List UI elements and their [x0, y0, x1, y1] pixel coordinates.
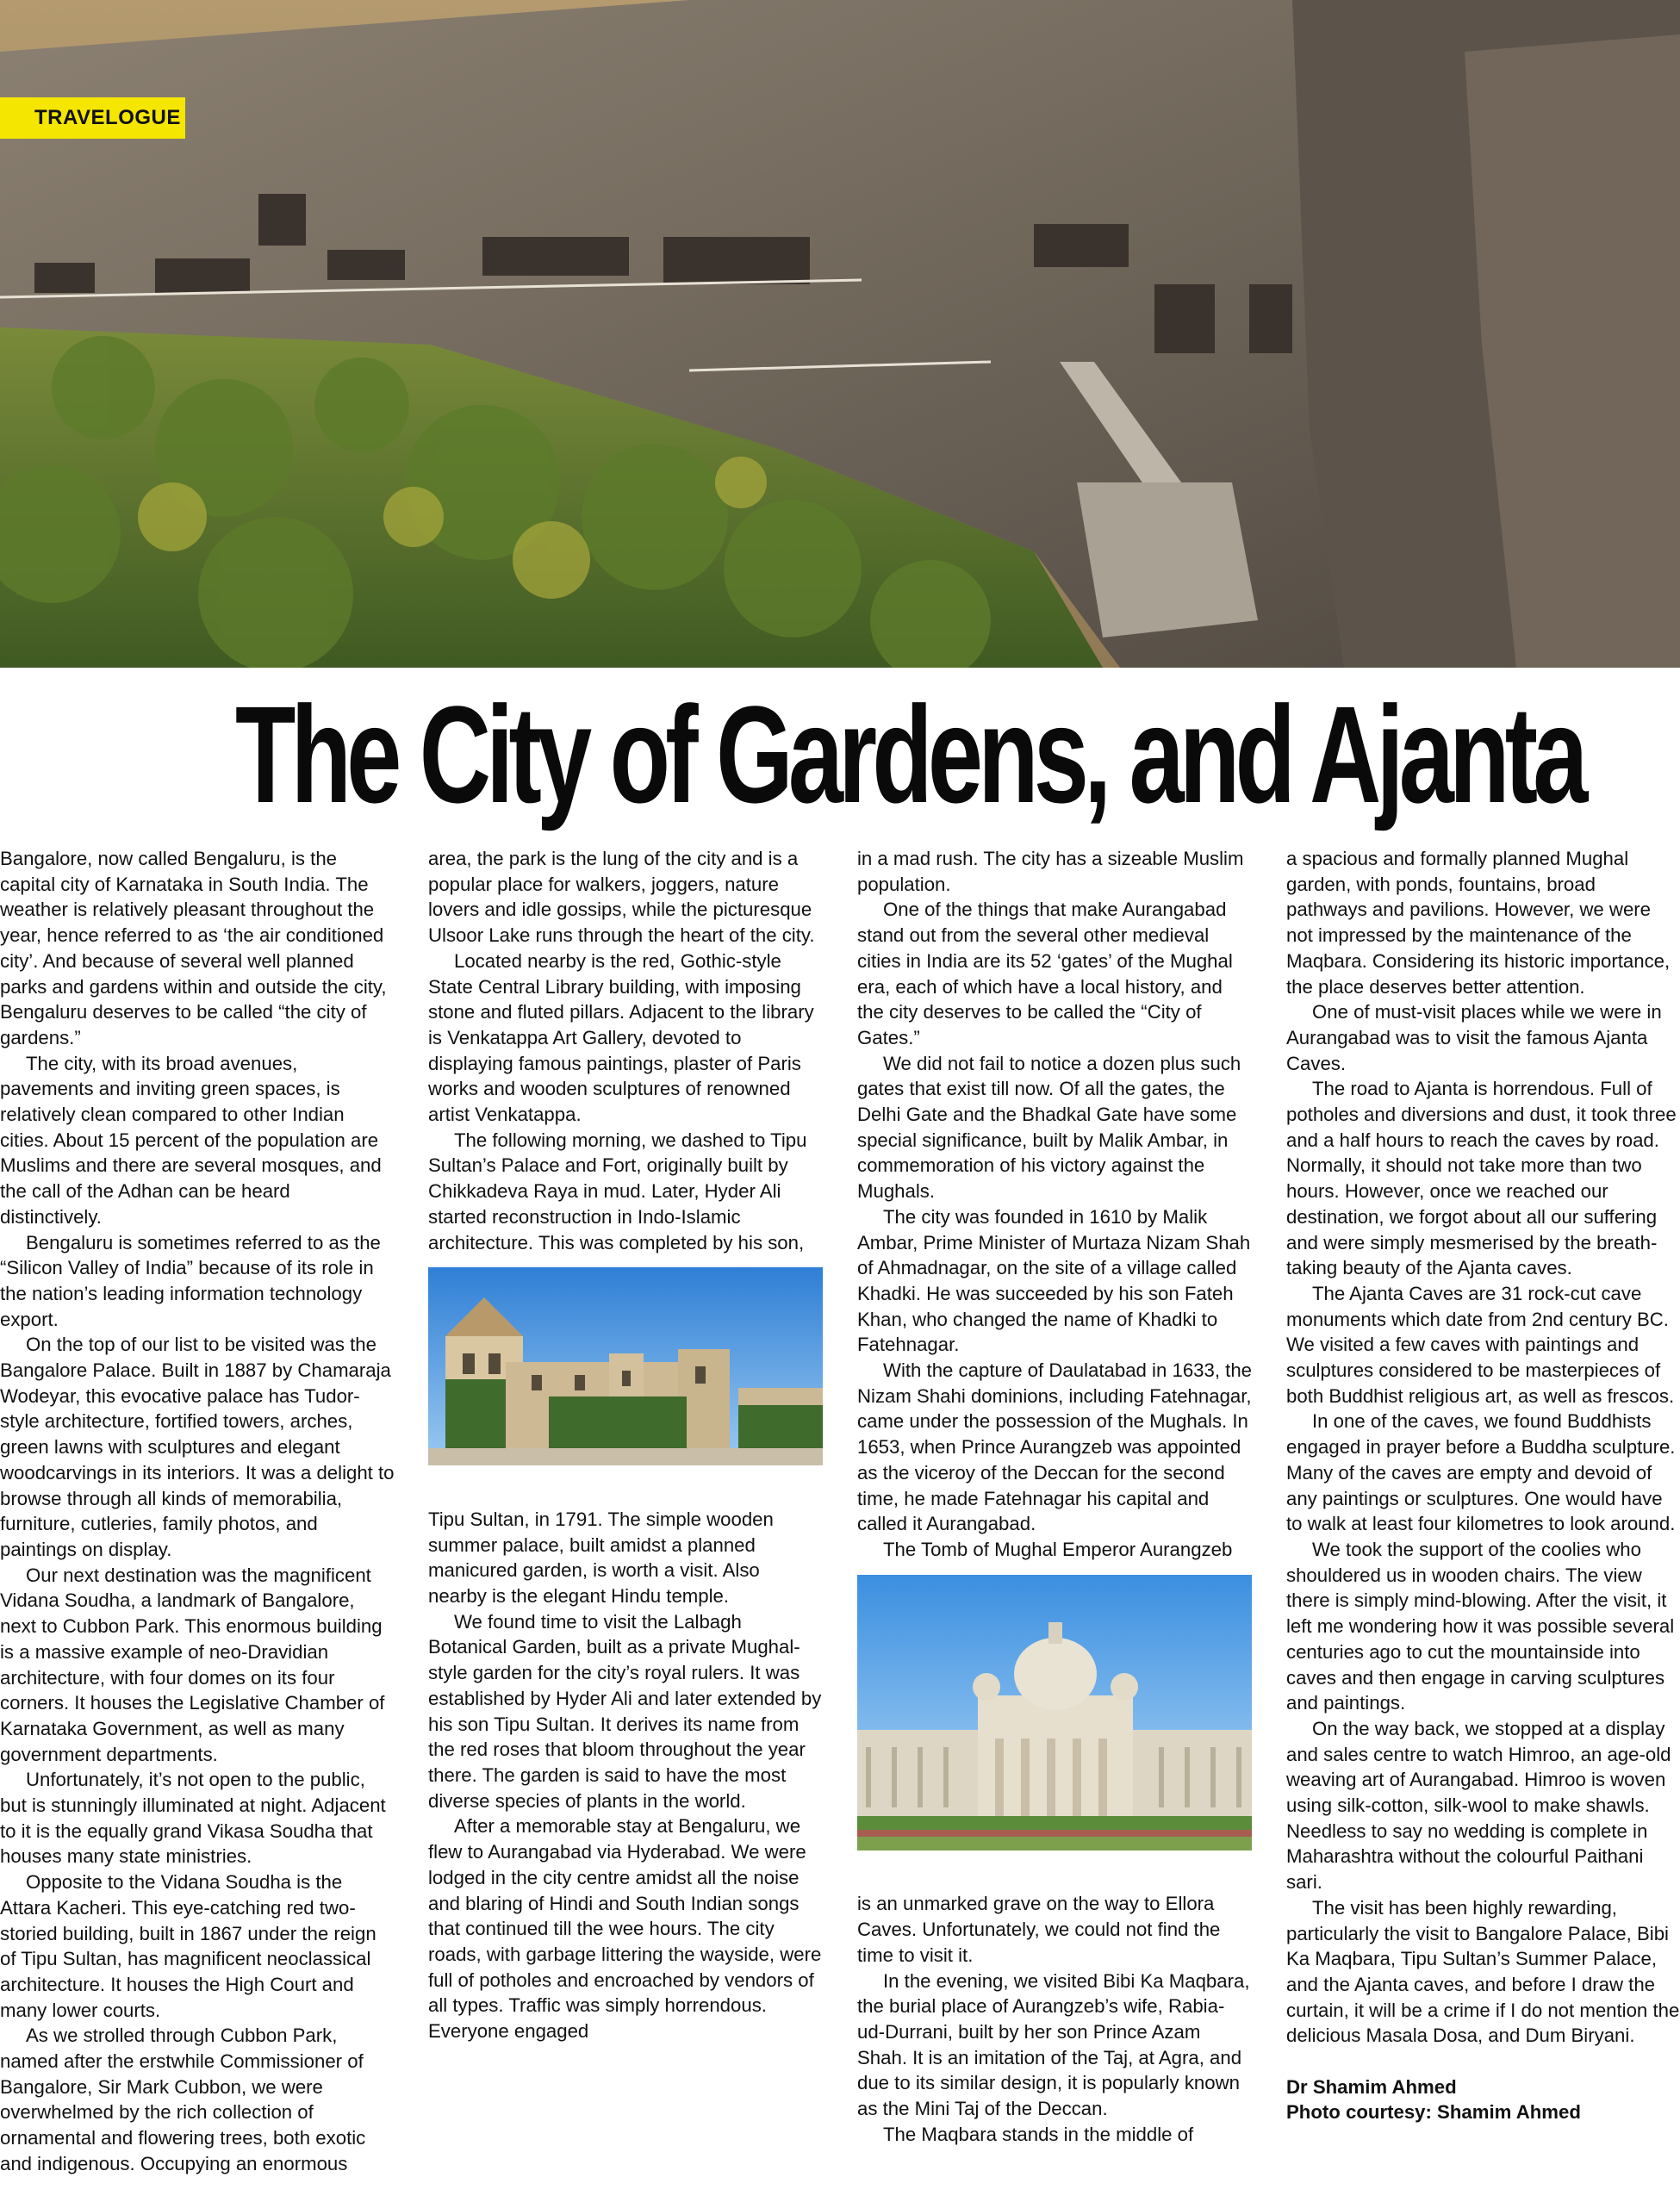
paragraph: The Tomb of Mughal Emperor Aurangzeb [883, 1538, 1233, 1560]
vidhana-soudha-photo [857, 1575, 1252, 1857]
paragraph: The visit has been highly rewarding, particularly the visit to Bangalore Palace, Bibi Ka Maqbara, Tipu Sultan’s Summer Palace, and the Ajanta caves, and before I draw the curtain, it will be a crime if I do not mention the delicious Masala Dosa, and Dum Biryani. [1286, 1896, 1680, 2047]
paragraph: One of must-visit places while we were in Aurangabad was to visit the famous Ajanta Caves. [1286, 1001, 1662, 1074]
paragraph: We did not fail to notice a dozen plus such gates that exist till now. Of all the gates, the Delhi Gate and the Bhadkal Gate have some special significance, built by Malik Ambar, in commemoration of his victory against the Mughals. [857, 1052, 1241, 1203]
paragraph: in a mad rush. The city has a sizeable Muslim population. [857, 848, 1244, 895]
paragraph: The city, with its broad avenues, pavements and inviting green spaces, is relatively clean compared to other Indian cities. About 15 percent of the population are Muslims and there are several mosques, and the call of the Adhan can be heard distinctively. [0, 1052, 382, 1228]
paragraph: area, the park is the lung of the city and is a popular place for walkers, joggers, nature lovers and idle gossips, while the picturesque Ulsoor Lake runs through the heart of the city. [428, 848, 815, 947]
paragraph: The following morning, we dashed to Tipu Sultan’s Palace and Fort, originally built by Chikkadeva Raya in mud. Later, Hyder Ali started reconstruction in Indo-Islamic architecture. This was completed by his son, [428, 1129, 807, 1253]
paragraph: The road to Ajanta is horrendous. Full of potholes and diversions and dust, it took three and a half hours to reach the caves by road. Normally, it should not take more than two hours. However, once we reached our destination, we forgot about all our suffering and were simply mesmerised by the breath-taking beauty of the Ajanta caves. [1286, 1078, 1677, 1279]
photo-credit: Photo courtesy: Shamim Ahmed [1286, 2101, 1581, 2124]
paragraph: The Maqbara stands in the middle of [883, 2123, 1194, 2145]
byline [1286, 2074, 1680, 2124]
author-name: Dr Shamim Ahmed [1286, 2076, 1457, 2099]
paragraph: In the evening, we visited Bibi Ka Maqbara, the burial place of Aurangzeb’s wife, Rabia-ud-Durrani, built by her son Prince Azam Shah. It is an imitation of the Taj, at Agra, and due to its similar design, it is popularly known as the Mini Taj of the Deccan. [857, 1969, 1250, 2120]
paragraph: a spacious and formally planned Mughal garden, with ponds, fountains, broad pathways and pavilions. However, we were not impressed by the maintenance of the Maqbara. Considering its historic importance, the place deserves better attention. [1286, 848, 1671, 998]
article-column-2 [428, 846, 823, 2202]
article-column-3 [857, 846, 1252, 2202]
paragraph: One of the things that make Aurangabad stand out from the several other medieval cities in India are its 52 ‘gates’ of the Mughal era, each of which have a local history, and the city deserves to be called the “City of Gates.” [857, 899, 1233, 1048]
paragraph: On the top of our list to be visited was the Bangalore Palace. Built in 1887 by Chamaraja Wodeyar, this evocative palace has Tudor-style architecture, fortified towers, arches, green lawns with sculptures and elegant woodcarvings in its interiors. It was a delight to browse through all kinds of memorabilia, furniture, cutleries, family photos, and paintings on display. [0, 1334, 395, 1560]
paragraph: As we strolled through Cubbon Park, named after the erstwhile Commissioner of Bangalore, Sir Mark Cubbon, we were overwhelmed by the rich collection of ornamental and flowering trees, both exotic and indigenous. Occupying an enormous [0, 2025, 366, 2174]
paragraph: We found time to visit the Lalbagh Botanical Garden, built as a private Mughal-style garden for the city’s royal rulers. It was established by Hyder Ali and later extended by his son Tipu Sultan. It derives its name from the red roses that bloom throughout the year there. The garden is said to have the most diverse species of plants in the world. [428, 1610, 822, 1812]
palace-image [428, 1267, 823, 1465]
paragraph: After a memorable stay at Bengaluru, we flew to Aurangabad via Hyderabad. We were lodged in the city centre amidst all the noise and blaring of Hindi and South Indian songs that continued till the wee hours. The city roads, with garbage littering the wayside, were full of potholes and encroached by vendors of all types. Traffic was simply horrendous. Everyone engaged [428, 1815, 822, 2043]
section-tag: TRAVELOGUE [0, 97, 185, 139]
paragraph: Opposite to the Vidana Soudha is the Attara Kacheri. This eye-catching red two-storied building, built in 1867 under the reign of Tipu Sultan, has magnificent neoclassical architecture. It houses the High Court and many lower courts. [0, 1871, 376, 2021]
paragraph: Located nearby is the red, Gothic-style State Central Library building, with imposing stone and fluted pillars. Adjacent to the library is Venkatappa Art Gallery, devoted to displaying famous paintings, plaster of Paris works and wooden sculptures of renowned artist Venkatappa. [428, 949, 814, 1126]
paragraph: Tipu Sultan, in 1791. The simple wooden summer palace, built amidst a planned manicured garden, is worth a visit. Also nearby is the elegant Hindu temple. [428, 1508, 774, 1608]
page-title: The City of Gardens, and Ajanta [235, 677, 1584, 831]
paragraph: On the way back, we stopped at a display and sales centre to watch Himroo, an age-old weaving art of Aurangabad. Himroo is woven using silk-cotton, silk-wool to make shawls. Needless to say no wedding is complete in Maharashtra without the colourful Paithani sari. [1286, 1717, 1671, 1894]
article-column-1 [0, 846, 395, 2202]
bangalore-palace-photo [428, 1267, 823, 1472]
paragraph: In one of the caves, we found Buddhists engaged in prayer before a Buddha sculpture. Many of the caves are empty and devoid of any paintings or sculptures. One would have to walk at least four kilometres to look around. [1286, 1410, 1676, 1535]
paragraph: The city was founded in 1610 by Malik Ambar, Prime Minister of Murtaza Nizam Shah of Ahmadnagar, on the site of a village called Khadki. He was succeeded by his son Fateh Khan, who changed the name of Khadki to Fatehnagar. [857, 1205, 1251, 1356]
paragraph: Unfortunately, it’s not open to the public, but is stunningly illuminated at night. Adjacent to it is the equally grand Vikasa Soudha that houses many state ministries. [0, 1769, 386, 1868]
paragraph: Bengaluru is sometimes referred to as the “Silicon Valley of India” because of its role in the nation’s leading information technology export. [0, 1231, 381, 1330]
paragraph: We took the support of the coolies who shouldered us in wooden chairs. The view there is simply mind-blowing. After the visit, it left me wondering how it was possible several centuries ago to cut the mountainside into caves and then engage in carving sculptures and paintings. [1286, 1538, 1675, 1714]
paragraph: With the capture of Daulatabad in 1633, the Nizam Shahi dominions, including Fatehnagar, came under the possession of the Mughals. In 1653, when Prince Aurangzeb was appointed as the viceroy of the Deccan for the second time, he made Fatehnagar his capital and called it Aurangabad. [857, 1359, 1252, 1535]
paragraph: Our next destination was the magnificent Vidana Soudha, a landmark of Bangalore, next to Cubbon Park. This enormous building is a massive example of neo-Dravidian architecture, with four domes on its four corners. It houses the Legislative Chamber of Karnataka Government, as well as many government departments. [0, 1564, 385, 1765]
hero-photo [0, 0, 1680, 668]
paragraph: is an unmarked grave on the way to Ellora Caves. Unfortunately, we could not find the time to visit it. [857, 1893, 1221, 1966]
paragraph: The Ajanta Caves are 31 rock-cut cave monuments which date from 2nd century BC. We visited a few caves with paintings and sculptures considered to be masterpieces of both Buddhist religious art, as well as frescos. [1286, 1282, 1675, 1407]
paragraph: Bangalore, now called Bengaluru, is the capital city of Karnataka in South India. The weather is relatively pleasant throughout the year, hence referred to as ‘the air conditioned city’. And because of several well planned parks and gardens within and outside the city, Bengaluru deserves to be called “the city of gardens.” [0, 848, 387, 1048]
article-column-4 [1286, 846, 1680, 2202]
ajanta-caves-image [0, 0, 1680, 668]
vidhana-image [857, 1575, 1252, 1851]
